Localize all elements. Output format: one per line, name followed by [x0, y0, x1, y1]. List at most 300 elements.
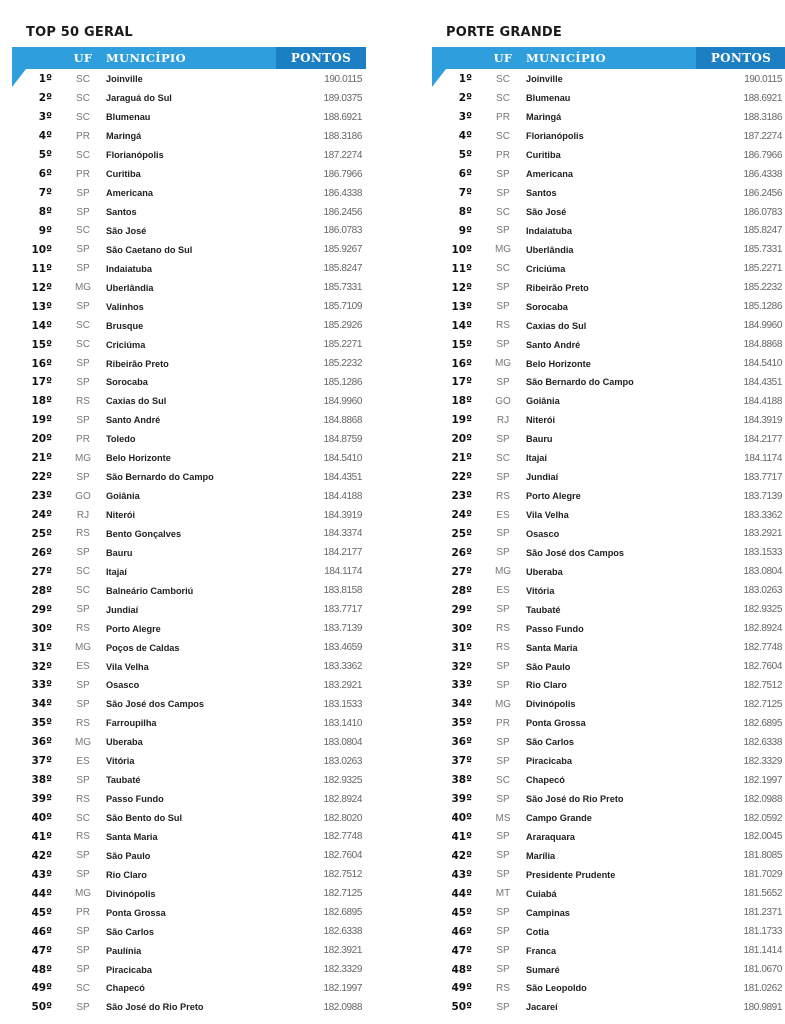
uf-cell: SP — [496, 661, 510, 673]
pontos-cell: 183.4659 — [323, 642, 362, 654]
pontos-cell: 185.9267 — [323, 244, 362, 256]
municipio-cell: Passo Fundo — [526, 623, 584, 634]
table-row — [12, 165, 366, 184]
table-row — [432, 657, 785, 676]
rank-cell: 30º — [451, 622, 472, 635]
municipio-cell: São José do Rio Preto — [526, 794, 624, 805]
uf-cell: SC — [76, 111, 90, 123]
rank-cell: 39º — [31, 793, 52, 806]
uf-cell: SP — [76, 187, 90, 199]
table-row — [12, 960, 366, 979]
municipio-cell: Caxias do Sul — [526, 320, 587, 331]
municipio-cell: Vila Velha — [526, 510, 569, 521]
municipio-cell: Porto Alegre — [526, 491, 581, 502]
table-row — [432, 259, 785, 278]
table-row — [432, 619, 785, 638]
municipio-cell: Florianópolis — [526, 131, 584, 142]
pontos-cell: 181.5652 — [743, 888, 782, 900]
uf-cell: SC — [76, 566, 90, 578]
table-row — [432, 600, 785, 619]
uf-cell: SP — [76, 604, 90, 616]
municipio-cell: Ribeirão Preto — [106, 358, 169, 369]
table-row — [12, 449, 366, 468]
municipio-cell: Indaiatuba — [526, 225, 572, 236]
uf-cell: GO — [75, 490, 91, 502]
rank-cell: 47º — [451, 944, 472, 957]
table-row — [432, 790, 785, 809]
municipio-cell: Belo Horizonte — [526, 358, 591, 369]
municipio-cell: Curitiba — [526, 150, 561, 161]
table-row — [12, 562, 366, 581]
pontos-cell: 183.0263 — [323, 755, 362, 767]
pontos-cell: 186.0783 — [323, 225, 362, 237]
pontos-cell: 184.3919 — [743, 414, 782, 426]
municipio-cell: Sorocaba — [526, 301, 568, 312]
uf-cell: SP — [496, 301, 510, 313]
pontos-cell: 181.0670 — [743, 964, 782, 976]
uf-cell: SP — [496, 736, 510, 748]
rank-cell: 4º — [458, 130, 472, 143]
rank-cell: 2º — [38, 92, 52, 105]
rank-cell: 40º — [31, 812, 52, 825]
rank-cell: 33º — [31, 679, 52, 692]
pontos-cell: 184.4188 — [743, 395, 782, 407]
table-row — [432, 543, 785, 562]
rank-cell: 49º — [451, 982, 472, 995]
pontos-cell: 182.1997 — [743, 774, 782, 786]
uf-cell: SP — [76, 263, 90, 275]
table-row — [432, 960, 785, 979]
uf-cell: SP — [496, 282, 510, 294]
rank-cell: 12º — [31, 281, 52, 294]
table-row — [12, 240, 366, 259]
table-row — [432, 89, 785, 108]
rank-cell: 14º — [451, 319, 472, 332]
table-row — [432, 941, 785, 960]
municipio-cell: Poços de Caldas — [106, 642, 180, 653]
rank-cell: 44º — [31, 887, 52, 900]
table-row — [12, 146, 366, 165]
uf-cell: RS — [76, 528, 90, 540]
uf-cell: PR — [496, 111, 510, 123]
pontos-cell: 185.7331 — [743, 244, 782, 256]
rank-cell: 11º — [31, 262, 52, 275]
municipio-cell: Maringá — [106, 131, 142, 142]
rank-cell: 24º — [451, 509, 472, 522]
pontos-cell: 188.6921 — [323, 111, 362, 123]
pontos-cell: 183.1533 — [743, 547, 782, 559]
uf-cell: SP — [76, 301, 90, 313]
municipio-cell: São Bernardo do Campo — [526, 377, 634, 388]
municipio-cell: São José do Rio Preto — [106, 1002, 204, 1013]
table-row — [432, 998, 785, 1017]
municipio-cell: Goiânia — [526, 396, 560, 407]
pontos-cell: 182.7125 — [743, 698, 782, 710]
municipio-cell: Blumenau — [526, 93, 571, 104]
uf-cell: SP — [496, 850, 510, 862]
table-row — [12, 373, 366, 392]
pontos-cell: 181.2371 — [743, 907, 782, 919]
uf-cell: SP — [496, 168, 510, 180]
rank-cell: 9º — [38, 224, 52, 237]
pontos-cell: 184.3919 — [323, 509, 362, 521]
uf-cell: SP — [496, 964, 510, 976]
municipio-cell: Cotia — [526, 926, 549, 937]
rank-cell: 9º — [458, 224, 472, 237]
rank-cell: 5º — [458, 149, 472, 162]
rank-cell: 41º — [31, 830, 52, 843]
table-row — [432, 903, 785, 922]
rank-cell: 2º — [458, 92, 472, 105]
table-row — [12, 714, 366, 733]
table-row — [12, 127, 366, 146]
pontos-cell: 184.4351 — [323, 471, 362, 483]
uf-cell: RS — [496, 490, 510, 502]
pontos-cell: 182.7512 — [323, 869, 362, 881]
uf-cell: SP — [496, 755, 510, 767]
rank-cell: 34º — [451, 698, 472, 711]
table-row — [432, 752, 785, 771]
uf-cell: SC — [76, 320, 90, 332]
pontos-cell: 185.2232 — [743, 282, 782, 294]
pontos-cell: 182.0045 — [743, 831, 782, 843]
municipio-cell: Niterói — [526, 415, 556, 426]
rank-cell: 17º — [31, 376, 52, 389]
uf-cell: SP — [496, 1001, 510, 1013]
uf-cell: RS — [76, 717, 90, 729]
municipio-cell: Santo André — [106, 415, 161, 426]
municipio-cell: Curitiba — [106, 169, 141, 180]
rank-cell: 40º — [451, 812, 472, 825]
rank-cell: 43º — [451, 868, 472, 881]
uf-cell: SP — [496, 793, 510, 805]
header-municipio: MUNICÍPIO — [526, 51, 606, 65]
uf-cell: SP — [76, 376, 90, 388]
table-row — [432, 733, 785, 752]
table-row — [12, 884, 366, 903]
table-row — [12, 676, 366, 695]
rank-cell: 35º — [451, 717, 472, 730]
municipio-cell: Uberlândia — [526, 244, 574, 255]
porte-grande-panel — [432, 24, 785, 1017]
uf-cell: SP — [76, 774, 90, 786]
table-row — [432, 146, 785, 165]
pontos-cell: 185.2926 — [323, 320, 362, 332]
municipio-cell: Florianópolis — [106, 150, 164, 161]
rank-cell: 21º — [31, 452, 52, 465]
municipio-cell: Santos — [106, 207, 137, 218]
table-row — [12, 335, 366, 354]
header-municipio: MUNICÍPIO — [106, 51, 186, 65]
table-row — [12, 941, 366, 960]
municipio-cell: Sumaré — [526, 964, 560, 975]
table-row — [432, 771, 785, 790]
pontos-cell: 181.0262 — [743, 982, 782, 994]
pontos-cell: 185.7331 — [323, 282, 362, 294]
pontos-cell: 184.5410 — [323, 452, 362, 464]
uf-cell: SP — [76, 945, 90, 957]
municipio-cell: Americana — [106, 188, 153, 199]
rank-cell: 13º — [31, 300, 52, 313]
municipio-cell: Sorocaba — [106, 377, 148, 388]
table-row — [432, 695, 785, 714]
pontos-cell: 182.3329 — [323, 964, 362, 976]
uf-cell: MG — [74, 888, 92, 900]
pontos-cell: 186.4338 — [323, 187, 362, 199]
table-row — [12, 297, 366, 316]
pontos-cell: 184.2177 — [323, 547, 362, 559]
pontos-cell: 181.1414 — [743, 945, 782, 957]
rank-cell: 4º — [38, 130, 52, 143]
table-row — [432, 222, 785, 241]
table-row — [432, 203, 785, 222]
table-row — [432, 449, 785, 468]
table-row — [12, 430, 366, 449]
rank-cell: 10º — [451, 243, 472, 256]
pontos-cell: 188.3186 — [743, 111, 782, 123]
uf-cell: ES — [496, 585, 510, 597]
table-row — [12, 771, 366, 790]
uf-cell: PR — [76, 168, 90, 180]
rank-cell: 22º — [451, 471, 472, 484]
pontos-cell: 183.7717 — [743, 471, 782, 483]
uf-cell: MG — [74, 282, 92, 294]
municipio-cell: Campo Grande — [526, 813, 592, 824]
uf-cell: RS — [496, 982, 510, 994]
uf-cell: RS — [496, 320, 510, 332]
rank-cell: 14º — [31, 319, 52, 332]
pontos-cell: 183.2921 — [743, 528, 782, 540]
pontos-cell: 184.3374 — [323, 528, 362, 540]
municipio-cell: Osasco — [106, 680, 140, 691]
rank-cell: 50º — [31, 1001, 52, 1014]
pontos-cell: 183.2921 — [323, 679, 362, 691]
rank-cell: 24º — [31, 509, 52, 522]
uf-cell: SP — [76, 206, 90, 218]
pontos-cell: 187.2274 — [323, 149, 362, 161]
table-row — [12, 203, 366, 222]
rank-cell: 27º — [31, 565, 52, 578]
pontos-cell: 182.6338 — [743, 736, 782, 748]
municipio-cell: Goiânia — [106, 491, 140, 502]
table-row — [432, 525, 785, 544]
rank-cell: 6º — [458, 168, 472, 181]
pontos-cell: 186.4338 — [743, 168, 782, 180]
table-row — [12, 903, 366, 922]
rank-cell: 25º — [31, 527, 52, 540]
rank-cell: 48º — [451, 963, 472, 976]
rank-cell: 34º — [31, 698, 52, 711]
municipio-cell: Bento Gonçalves — [106, 528, 182, 539]
pontos-cell: 185.8247 — [323, 263, 362, 275]
uf-cell: SC — [76, 149, 90, 161]
uf-cell: SC — [76, 812, 90, 824]
municipio-cell: Valinhos — [106, 301, 144, 312]
municipio-cell: Piracicaba — [106, 964, 152, 975]
pontos-cell: 181.1733 — [743, 926, 782, 938]
rank-cell: 11º — [451, 262, 472, 275]
municipio-cell: Taubaté — [106, 775, 141, 786]
rank-cell: 19º — [31, 414, 52, 427]
pontos-cell: 190.0115 — [324, 73, 362, 85]
table-row — [432, 562, 785, 581]
rank-cell: 29º — [31, 603, 52, 616]
rank-cell: 35º — [31, 717, 52, 730]
pontos-cell: 183.7717 — [323, 604, 362, 616]
table-row — [12, 695, 366, 714]
table-row — [432, 884, 785, 903]
municipio-cell: Paulínia — [106, 945, 142, 956]
municipio-cell: São Paulo — [106, 850, 151, 861]
municipio-cell: Santa Maria — [106, 831, 158, 842]
pontos-cell: 183.0804 — [743, 566, 782, 578]
pontos-cell: 182.7604 — [743, 661, 782, 673]
uf-cell: MT — [495, 888, 511, 900]
rank-cell: 46º — [451, 925, 472, 938]
municipio-cell: Itajaí — [526, 453, 547, 464]
municipio-cell: Marília — [526, 850, 556, 861]
pontos-cell: 185.1286 — [743, 301, 782, 313]
municipio-cell: Chapecó — [526, 775, 565, 786]
uf-cell: SC — [496, 206, 510, 218]
municipio-cell: Campinas — [526, 907, 570, 918]
uf-cell: PR — [76, 130, 90, 142]
rank-cell: 30º — [31, 622, 52, 635]
municipio-cell: Joinville — [526, 74, 563, 85]
pontos-cell: 182.0592 — [743, 812, 782, 824]
rank-cell: 48º — [31, 963, 52, 976]
rank-cell: 1º — [38, 73, 52, 86]
uf-cell: MS — [495, 812, 511, 824]
table-row — [12, 638, 366, 657]
rank-cell: 37º — [451, 755, 472, 768]
pontos-cell: 182.7748 — [743, 642, 782, 654]
rank-cell: 50º — [451, 1001, 472, 1014]
rank-cell: 20º — [451, 433, 472, 446]
uf-cell: PR — [496, 717, 510, 729]
uf-cell: ES — [76, 661, 90, 673]
municipio-cell: Franca — [526, 945, 557, 956]
table-row — [12, 506, 366, 525]
rank-cell: 42º — [31, 849, 52, 862]
pontos-cell: 184.1174 — [744, 452, 782, 464]
rank-cell: 42º — [451, 849, 472, 862]
pontos-cell: 184.1174 — [324, 566, 362, 578]
table-row — [12, 487, 366, 506]
rank-cell: 37º — [31, 755, 52, 768]
pontos-cell: 184.2177 — [743, 433, 782, 445]
pontos-cell: 182.1997 — [323, 982, 362, 994]
municipio-cell: Bauru — [526, 434, 553, 445]
municipio-cell: São José — [106, 225, 147, 236]
uf-cell: SC — [496, 92, 510, 104]
table-row — [12, 998, 366, 1017]
table-row — [432, 865, 785, 884]
rank-cell: 31º — [31, 641, 52, 654]
uf-cell: SC — [496, 73, 510, 85]
municipio-cell: Osasco — [526, 528, 560, 539]
municipio-cell: Jaraguá do Sul — [106, 93, 172, 104]
municipio-cell: Jacareí — [526, 1002, 558, 1013]
uf-cell: RS — [76, 395, 90, 407]
table-header — [12, 47, 366, 69]
table-row — [12, 411, 366, 430]
pontos-cell: 183.1533 — [323, 698, 362, 710]
uf-cell: SC — [76, 982, 90, 994]
municipio-cell: Joinville — [106, 74, 143, 85]
rank-cell: 32º — [31, 660, 52, 673]
panel-title: PORTE GRANDE — [446, 25, 562, 40]
table-row — [432, 714, 785, 733]
pontos-cell: 183.1410 — [323, 717, 362, 729]
municipio-cell: Ponta Grossa — [526, 718, 586, 729]
rank-cell: 21º — [451, 452, 472, 465]
table-row — [12, 222, 366, 241]
municipio-cell: Jundiaí — [526, 472, 559, 483]
municipio-cell: São José — [526, 207, 567, 218]
municipio-cell: Jundiaí — [106, 604, 139, 615]
uf-cell: SP — [496, 528, 510, 540]
table-row — [12, 600, 366, 619]
rank-cell: 44º — [451, 887, 472, 900]
table-row — [432, 846, 785, 865]
municipio-cell: São Leopoldo — [526, 983, 587, 994]
uf-cell: SP — [76, 926, 90, 938]
municipio-cell: Bauru — [106, 547, 133, 558]
header-pontos: PONTOS — [276, 47, 366, 69]
rank-cell: 22º — [31, 471, 52, 484]
table-row — [12, 979, 366, 998]
table-row — [432, 335, 785, 354]
uf-cell: MG — [494, 358, 512, 370]
pontos-cell: 185.2271 — [323, 339, 362, 351]
rank-cell: 19º — [451, 414, 472, 427]
rank-cell: 15º — [451, 338, 472, 351]
pontos-cell: 185.2271 — [743, 263, 782, 275]
panel-title: TOP 50 GERAL — [26, 25, 133, 40]
uf-cell: SP — [76, 850, 90, 862]
municipio-cell: Balneário Camboriú — [106, 585, 194, 596]
rank-cell: 25º — [451, 527, 472, 540]
table-row — [432, 828, 785, 847]
pontos-cell: 183.3362 — [743, 509, 782, 521]
uf-cell: SC — [76, 585, 90, 597]
pontos-cell: 183.3362 — [323, 661, 362, 673]
municipio-cell: Toledo — [106, 434, 136, 445]
uf-cell: PR — [76, 907, 90, 919]
rank-cell: 26º — [31, 546, 52, 559]
pontos-cell: 186.0783 — [743, 206, 782, 218]
table-row — [12, 468, 366, 487]
pontos-cell: 183.0804 — [323, 736, 362, 748]
pontos-cell: 188.6921 — [743, 92, 782, 104]
pontos-cell: 182.9325 — [323, 774, 362, 786]
table-row — [12, 865, 366, 884]
rank-cell: 27º — [451, 565, 472, 578]
uf-cell: MG — [74, 452, 92, 464]
uf-cell: SC — [76, 339, 90, 351]
pontos-cell: 185.2232 — [323, 358, 362, 370]
municipio-cell: Farroupilha — [106, 718, 157, 729]
pontos-cell: 182.0988 — [323, 1001, 362, 1013]
municipio-cell: Uberaba — [106, 737, 143, 748]
pontos-cell: 186.2456 — [743, 187, 782, 199]
rank-cell: 41º — [451, 830, 472, 843]
pontos-cell: 184.9960 — [323, 395, 362, 407]
rank-cell: 18º — [451, 395, 472, 408]
municipio-cell: Vila Velha — [106, 661, 149, 672]
pontos-cell: 182.7748 — [323, 831, 362, 843]
